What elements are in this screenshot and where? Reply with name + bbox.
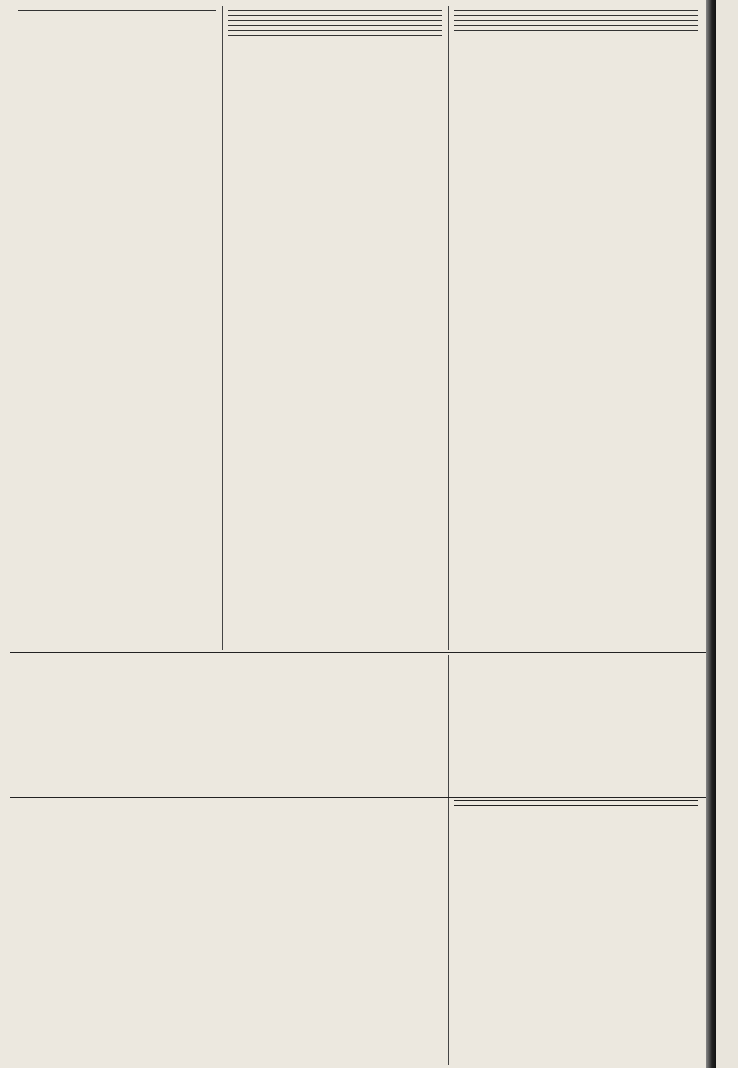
ad-divider — [228, 20, 442, 21]
sermon-schedule — [454, 800, 698, 1062]
ad-divider — [228, 15, 442, 16]
ad-divider — [228, 35, 442, 36]
section-divider — [10, 797, 706, 798]
section-divider — [10, 652, 706, 653]
classifieds-column-2 — [228, 6, 442, 650]
ad-divider — [454, 15, 698, 16]
next-page-edge — [716, 0, 738, 1068]
ad-divider — [454, 30, 698, 31]
ad-divider — [228, 10, 442, 11]
column-divider — [448, 655, 449, 1065]
column-divider — [222, 6, 223, 650]
ad-divider — [228, 30, 442, 31]
ad-divider — [454, 20, 698, 21]
classifieds-column-3 — [454, 6, 698, 650]
page-fold — [706, 0, 716, 1068]
ad-divider — [18, 10, 216, 11]
schedule-title — [454, 800, 698, 806]
ad-divider — [454, 25, 698, 26]
school-association-ad — [18, 658, 438, 666]
book-gifts-column — [18, 6, 216, 650]
ad-divider — [454, 10, 698, 11]
column-divider — [448, 6, 449, 650]
teacher-vacancy-ad — [18, 805, 438, 811]
ad-divider — [228, 25, 442, 26]
